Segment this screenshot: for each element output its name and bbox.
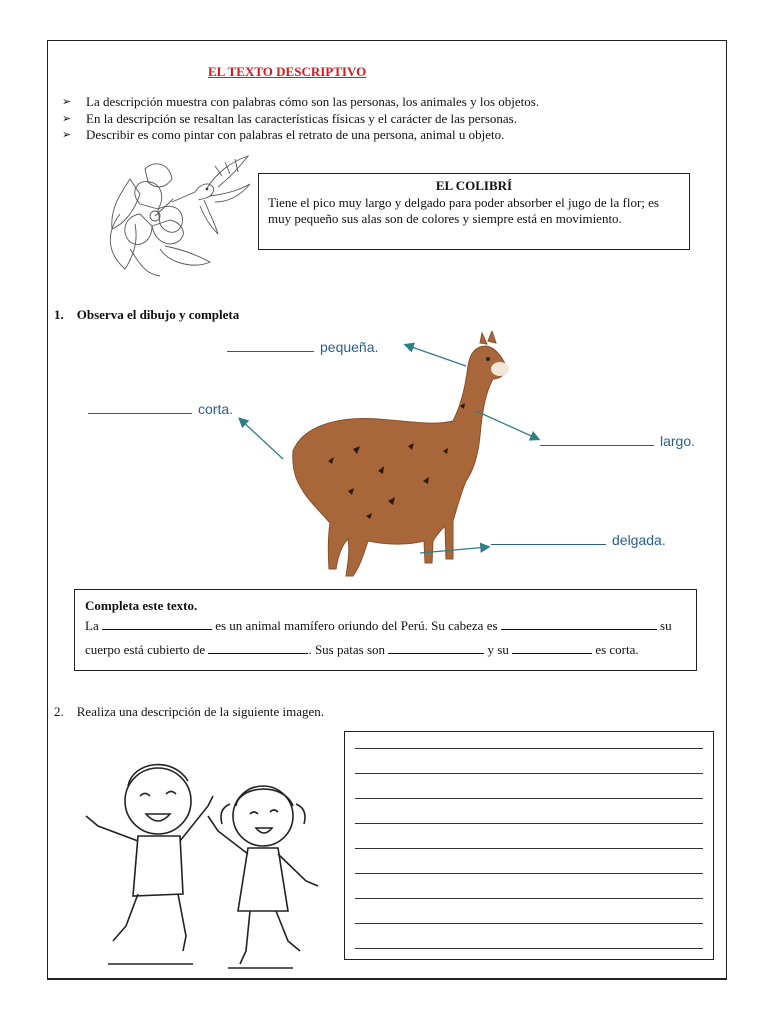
complete-text-line-1: La es un animal mamífero oriundo del Perú. Su cabeza es su bbox=[85, 618, 672, 633]
fill-in-blank-input[interactable] bbox=[208, 641, 308, 654]
worksheet-page bbox=[47, 40, 727, 980]
writing-line[interactable] bbox=[355, 773, 703, 774]
label-corta: corta. bbox=[88, 401, 233, 417]
children-jumping-illustration bbox=[78, 736, 328, 976]
bullet-item: ➢ La descripción muestra con palabras cómo son las personas, los animales y los objetos. bbox=[62, 94, 540, 109]
arrow-bullet-icon: ➢ bbox=[62, 129, 72, 141]
fill-in-blank-input[interactable] bbox=[388, 641, 484, 654]
exercise1-heading: 1. Observa el dibujo y completa bbox=[54, 307, 240, 322]
bullet-item: ➢ En la descripción se resaltan las características físicas y el carácter de las personas. bbox=[62, 110, 517, 126]
fill-in-blank-input[interactable] bbox=[102, 617, 212, 630]
complete-text-box bbox=[74, 589, 697, 671]
fill-in-blank-input[interactable] bbox=[512, 641, 592, 654]
exercise2-heading: 2. Realiza una descripción de la siguiente imagen. bbox=[54, 704, 325, 719]
hummingbird-flower-illustration bbox=[100, 154, 252, 279]
colibri-heading: EL COLIBRÍ bbox=[435, 178, 513, 193]
writing-line[interactable] bbox=[355, 923, 703, 924]
complete-text-line-2: cuerpo está cubierto de . Sus patas son y su es corta. bbox=[85, 642, 639, 657]
writing-line[interactable] bbox=[355, 898, 703, 899]
colibri-description-box bbox=[258, 173, 690, 250]
label-pequena: pequeña. bbox=[227, 339, 378, 355]
description-writing-box bbox=[344, 731, 714, 960]
bullet-item: ➢ Describir es como pintar con palabras el retrato de una persona, animal u objeto. bbox=[62, 127, 505, 142]
intro-bullet-list bbox=[62, 94, 539, 144]
writing-line[interactable] bbox=[355, 873, 703, 874]
writing-line[interactable] bbox=[355, 798, 703, 799]
arrow-bullet-icon: ➢ bbox=[62, 96, 72, 108]
arrow-bullet-icon: ➢ bbox=[62, 112, 72, 125]
page-title: EL TEXTO DESCRIPTIVO bbox=[208, 64, 367, 79]
fill-in-blank-input[interactable] bbox=[501, 617, 657, 630]
label-delgada: delgada. bbox=[491, 532, 666, 548]
llama-illustration bbox=[48, 331, 728, 581]
writing-line[interactable] bbox=[355, 848, 703, 849]
writing-line[interactable] bbox=[355, 748, 703, 749]
label-largo: largo. bbox=[540, 433, 695, 449]
colibri-text: Tiene el pico muy largo y delgado para poder absorber el jugo de la flor; es muy pequeño sus alas son de colores y siempre está en movimiento. bbox=[268, 194, 659, 226]
writing-line[interactable] bbox=[355, 948, 703, 949]
complete-text-heading: Completa este texto. bbox=[85, 598, 198, 613]
writing-line[interactable] bbox=[355, 823, 703, 824]
